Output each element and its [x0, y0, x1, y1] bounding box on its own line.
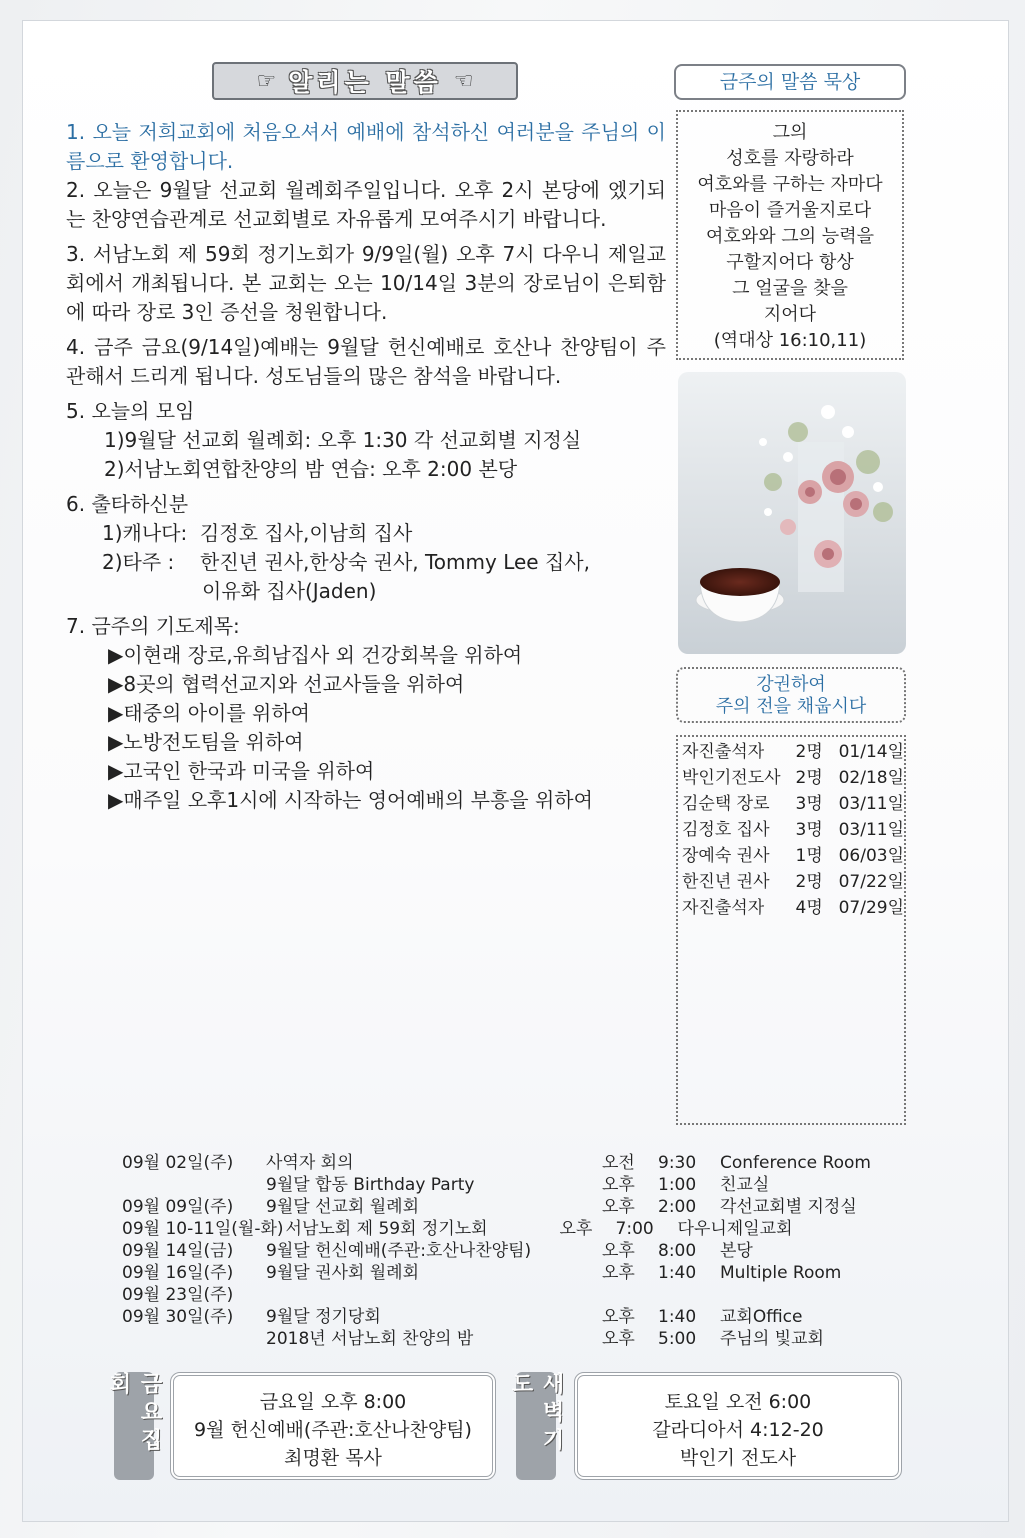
away-names: 김정호 집사,이남희 집사 — [200, 521, 413, 545]
friday-preacher: 최명환 목사 — [284, 1447, 382, 1469]
attendance-row: 장예숙 권사 1명 06/03일 — [682, 846, 904, 866]
verse-line: 마음이 즐거울지로다 — [708, 200, 872, 221]
attendance-row: 김정호 집사 3명 03/11일 — [682, 820, 904, 840]
away-label: 2)타주 : — [102, 550, 175, 574]
away-label: 1)캐나다: — [102, 521, 188, 545]
schedule-row: 09월 10-11일(월-화) 서남노회 제 59회 정기노회 오후 7:00 다우니제일교회 — [122, 1219, 793, 1239]
prayer-item: ▶노방전도팀을 위하여 — [108, 730, 304, 754]
banner-title: 알리는 말씀 — [288, 68, 442, 97]
away-row — [66, 519, 666, 548]
meditation-title: 금주의 말씀 묵상 — [674, 64, 906, 100]
announcement-3: 3. 서남노회 제 59회 정기노회가 9/9일(월) 오후 7시 다우니 제일교회에서 개최됩니다. 본 교회는 오는 10/14일 3분의 장로님이 은퇴함에 따라 장로 3인 증선을 청원합니다. — [66, 242, 666, 324]
attendance-row: 한진년 권사 2명 07/22일 — [682, 872, 904, 892]
attendance-list — [676, 735, 906, 1125]
attendance-row: 자진출석자 4명 07/29일 — [682, 898, 904, 918]
verse-line: 여호와를 구하는 자마다 — [697, 174, 883, 195]
away-title: 6. 출타하신분 — [66, 492, 189, 516]
verse-reference: (역대상 16:10,11) — [713, 330, 867, 351]
dawn-time: 토요일 오전 6:00 — [664, 1391, 812, 1413]
verse-line: 그의 — [772, 122, 808, 143]
announcement-2: 2. 오늘은 9월달 선교회 월례회주일입니다. 오후 2시 본당에 엤기되는 찬양연습관계로 선교회별로 자유롭게 모여주시기 바랍니다. — [66, 178, 666, 231]
attendance-row: 박인기전도사 2명 02/18일 — [682, 768, 904, 788]
announcements — [66, 118, 666, 815]
schedule-row: 09월 02일(주) 사역자 회의 오전 9:30 Conference Room — [122, 1153, 871, 1173]
schedule-row: 9월달 합동 Birthday Party 오후 1:00 친교실 — [266, 1175, 770, 1195]
prayer-item: ▶매주일 오후1시에 시작하는 영어예배의 부흥을 위하여 — [108, 788, 593, 812]
monthly-schedule — [122, 1152, 902, 1350]
dawn-scripture: 갈라디아서 4:12-20 — [652, 1419, 824, 1441]
prayer-title: 7. 금주의 기도제목: — [66, 614, 240, 638]
away-row — [66, 548, 666, 577]
prayer-item: ▶이현래 장로,유희남집사 외 건강회복을 위하여 — [108, 643, 523, 667]
evangelism-promo — [676, 667, 906, 723]
schedule-row: 09월 23일(주) — [122, 1285, 234, 1305]
verse-line: 성호를 자랑하라 — [726, 148, 854, 169]
promo-line: 강권하여 — [756, 674, 826, 695]
meeting-item: 2)서남노회연합찬양의 밤 연습: 오후 2:00 본당 — [104, 457, 518, 481]
verse-line: 구할지어다 항상 — [726, 252, 854, 273]
prayer-item: ▶태중의 아이를 위하여 — [108, 701, 310, 725]
dawn-preacher: 박인기 전도사 — [679, 1447, 797, 1469]
verse-line: 여호와와 그의 능력을 — [706, 226, 874, 247]
pointing-hand-right-icon: ☞ — [256, 68, 277, 94]
promo-line: 주의 전을 채웁시다 — [715, 696, 867, 717]
away-names: 한진년 권사,한상숙 권사, Tommy Lee 집사, — [200, 550, 590, 574]
schedule-row: 09월 14일(금) 9월달 헌신예배(주관:호산나찬양팀) 오후 8:00 본당 — [122, 1241, 753, 1261]
prayer-item: ▶고국인 한국과 미국을 위하여 — [108, 759, 375, 783]
meeting-item: 1)9월달 선교회 월례회: 오후 1:30 각 선교회별 지정실 — [104, 428, 582, 452]
pointing-hand-left-icon: ☜ — [453, 68, 474, 94]
meetings-title: 5. 오늘의 모임 — [66, 399, 195, 423]
friday-time: 금요일 오후 8:00 — [259, 1391, 407, 1413]
friday-meeting-label: 금요집회 — [114, 1372, 154, 1480]
dawn-prayer-label: 새벽기도 — [516, 1372, 556, 1480]
prayer-item: ▶8곳의 협력선교지와 선교사들을 위하여 — [108, 672, 465, 696]
announcement-banner — [212, 62, 518, 100]
verse-line: 지어다 — [763, 304, 817, 325]
dawn-prayer-box — [574, 1372, 902, 1480]
attendance-row: 김순택 장로 3명 03/11일 — [682, 794, 904, 814]
friday-meeting-box — [170, 1372, 496, 1480]
verse-line: 그 얼굴을 찾을 — [732, 278, 848, 299]
attendance-row: 자진출석자 2명 01/14일 — [682, 742, 904, 762]
schedule-row: 09월 16일(주) 9월달 권사회 월례회 오후 1:40 Multiple Room — [122, 1263, 842, 1283]
schedule-row: 09월 09일(주) 9월달 선교회 월례회 오후 2:00 각선교회별 지정실 — [122, 1197, 857, 1217]
meditation-verse — [676, 110, 904, 360]
schedule-row: 2018년 서남노회 찬양의 밤 오후 5:00 주님의 빛교회 — [266, 1329, 824, 1349]
friday-service: 9월 헌신예배(주관:호산나찬양팀) — [194, 1419, 472, 1441]
flower-teacup-photo — [678, 372, 906, 654]
announcement-4: 4. 금주 금요(9/14일)예배는 9월달 헌신예배로 호산나 찬양팀이 주관해서 드리게 됩니다. 성도님들의 많은 참석을 바랍니다. — [66, 335, 666, 388]
away-names-continued: 이유화 집사(Jaden) — [202, 579, 377, 603]
schedule-row: 09월 30일(주) 9월달 정기당회 오후 1:40 교회Office — [122, 1307, 803, 1327]
announcement-1: 1. 오늘 저희교회에 처음오셔서 예배에 참석하신 여러분을 주님의 이름으로 환영합니다. — [66, 120, 666, 173]
